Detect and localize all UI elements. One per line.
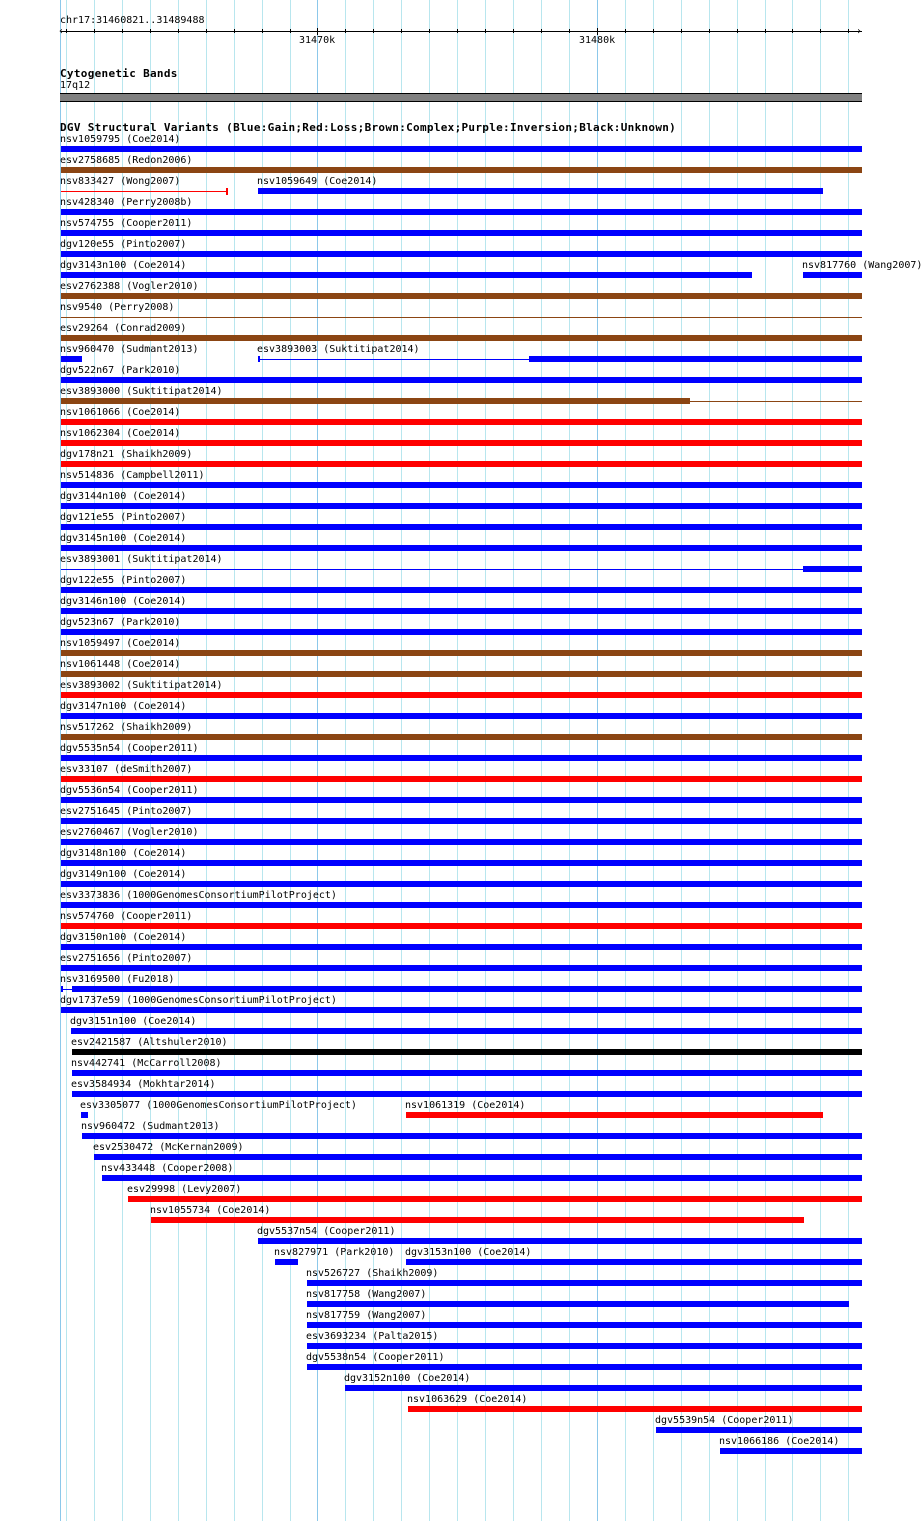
variant-bar[interactable] (61, 398, 690, 404)
variant-bar[interactable] (61, 713, 862, 719)
variant-label[interactable]: nsv442741 (McCarroll2008) (71, 1058, 222, 1069)
variant-label[interactable]: dgv522n67 (Park2010) (60, 365, 181, 376)
variant-label[interactable]: esv2751656 (Pinto2007) (60, 953, 193, 964)
variant-label[interactable]: nsv960470 (Sudmant2013) (60, 344, 199, 355)
variant-label[interactable]: dgv5538n54 (Cooper2011) (306, 1352, 445, 1363)
variant-label[interactable]: nsv1066186 (Coe2014) (719, 1436, 840, 1447)
variant-bar[interactable] (72, 986, 862, 992)
variant-label[interactable]: nsv817760 (Wang2007) (802, 260, 922, 271)
variant-span-line (61, 569, 862, 570)
variant-bar[interactable] (72, 1091, 862, 1097)
variant-bar[interactable] (61, 230, 862, 236)
ruler-tick (681, 29, 682, 33)
ruler-tick (653, 29, 654, 33)
variant-bar[interactable] (275, 1259, 298, 1265)
variant-label[interactable]: dgv3148n100 (Coe2014) (60, 848, 187, 859)
variant-bar[interactable] (345, 1385, 862, 1391)
variant-label[interactable]: dgv3153n100 (Coe2014) (405, 1247, 532, 1258)
variant-bar[interactable] (61, 272, 752, 278)
variant-label[interactable]: dgv3147n100 (Coe2014) (60, 701, 187, 712)
ruler-tick-label: 31480k (579, 35, 616, 46)
variant-label[interactable]: esv33107 (deSmith2007) (60, 764, 193, 775)
variant-bar[interactable] (258, 188, 823, 194)
variant-bar[interactable] (61, 797, 862, 803)
variant-label[interactable]: nsv514836 (Campbell2011) (60, 470, 205, 481)
ruler-axis (61, 31, 862, 32)
variant-label[interactable]: esv29264 (Conrad2009) (60, 323, 187, 334)
ruler-tick (317, 28, 318, 35)
variant-label[interactable]: nsv574760 (Cooper2011) (60, 911, 193, 922)
cytoband-track-title: Cytogenetic Bands (60, 67, 178, 80)
variant-bar[interactable] (307, 1280, 862, 1286)
ruler-tick (345, 29, 346, 33)
ruler-tick (401, 29, 402, 33)
ruler-tick (541, 29, 542, 33)
variant-label[interactable]: esv2762388 (Vogler2010) (60, 281, 199, 292)
variant-label[interactable]: nsv833427 (Wong2007) (60, 176, 181, 187)
variant-label[interactable]: esv3893001 (Suktitipat2014) (60, 554, 223, 565)
variant-label[interactable]: dgv3151n100 (Coe2014) (70, 1016, 197, 1027)
variant-label[interactable]: nsv1059649 (Coe2014) (257, 176, 378, 187)
variant-label[interactable]: nsv526727 (Shaikh2009) (306, 1268, 439, 1279)
variant-bar[interactable] (81, 1112, 88, 1118)
variant-label[interactable]: esv2421587 (Altshuler2010) (71, 1037, 228, 1048)
variant-label[interactable]: nsv9540 (Perry2008) (60, 302, 175, 313)
variant-bar[interactable] (307, 1364, 862, 1370)
variant-bar[interactable] (408, 1406, 862, 1412)
variant-bar[interactable] (61, 860, 862, 866)
variant-label[interactable]: dgv3150n100 (Coe2014) (60, 932, 187, 943)
variant-bar[interactable] (61, 755, 862, 761)
variant-label[interactable]: nsv3169500 (Fu2018) (60, 974, 175, 985)
variant-bar[interactable] (258, 1238, 862, 1244)
variant-label[interactable]: nsv960472 (Sudmant2013) (81, 1121, 220, 1132)
variant-label[interactable]: dgv3144n100 (Coe2014) (60, 491, 187, 502)
variant-label[interactable]: dgv5535n54 (Cooper2011) (60, 743, 199, 754)
variant-bar[interactable] (61, 629, 862, 635)
variant-bar[interactable] (61, 839, 862, 845)
cytoband-label: 17q12 (60, 80, 91, 91)
variant-bar[interactable] (61, 545, 862, 551)
variant-label[interactable]: nsv817758 (Wang2007) (306, 1289, 427, 1300)
ruler-tick-label: 31470k (299, 35, 336, 46)
variant-bar[interactable] (61, 818, 862, 824)
ruler-tick (234, 29, 235, 33)
ruler-tick (848, 29, 849, 33)
variant-bar[interactable] (720, 1448, 862, 1454)
variant-bar[interactable] (61, 209, 862, 215)
variant-label[interactable]: esv3893002 (Suktitipat2014) (60, 680, 223, 691)
variant-label[interactable]: esv2758685 (Redon2006) (60, 155, 193, 166)
ruler-tick (709, 29, 710, 33)
variant-bar[interactable] (803, 566, 862, 572)
variant-label[interactable]: dgv3146n100 (Coe2014) (60, 596, 187, 607)
ruler-right-arrow-icon[interactable]: › (856, 26, 863, 37)
variant-label[interactable]: dgv3152n100 (Coe2014) (344, 1373, 471, 1384)
ruler-tick (122, 29, 123, 33)
ruler-tick (513, 29, 514, 33)
variant-bar[interactable] (61, 419, 862, 425)
variant-bar[interactable] (61, 587, 862, 593)
variant-bar[interactable] (803, 272, 862, 278)
variant-label[interactable]: dgv1737e59 (1000GenomesConsortiumPilotProject) (60, 995, 337, 1006)
variant-bar[interactable] (61, 293, 862, 299)
variant-label[interactable]: nsv1063629 (Coe2014) (407, 1394, 528, 1405)
ruler-title: chr17:31460821..31489488 (60, 15, 205, 26)
variant-bar[interactable] (71, 1028, 862, 1034)
ruler-tick (485, 29, 486, 33)
variant-bar[interactable] (307, 1301, 849, 1307)
ruler-tick (262, 29, 263, 33)
variant-bar[interactable] (61, 167, 862, 173)
variant-bar[interactable] (94, 1154, 862, 1160)
variant-label[interactable]: esv2530472 (McKernan2009) (93, 1142, 244, 1153)
variant-label[interactable]: nsv1055734 (Coe2014) (150, 1205, 271, 1216)
variant-bar[interactable] (61, 1007, 862, 1013)
variant-label[interactable]: dgv523n67 (Park2010) (60, 617, 181, 628)
ruler-tick (457, 29, 458, 33)
variant-bar[interactable] (61, 881, 862, 887)
ruler-tick (792, 29, 793, 33)
variant-bar[interactable] (406, 1112, 823, 1118)
variant-label[interactable]: nsv1061066 (Coe2014) (60, 407, 181, 418)
ruler-tick (150, 29, 151, 33)
variant-bar[interactable] (61, 671, 862, 677)
variant-bar[interactable] (128, 1196, 862, 1202)
variant-bar[interactable] (151, 1217, 804, 1223)
variant-bar[interactable] (61, 524, 862, 530)
variant-bar[interactable] (61, 734, 862, 740)
ruler-left-arrow-icon[interactable]: ‹ (58, 26, 65, 37)
variant-bar[interactable] (258, 356, 260, 362)
variant-label[interactable]: dgv120e55 (Pinto2007) (60, 239, 187, 250)
variant-label[interactable]: nsv574755 (Cooper2011) (60, 218, 193, 229)
variant-label[interactable]: nsv1062304 (Coe2014) (60, 428, 181, 439)
variant-bar[interactable] (61, 377, 862, 383)
variant-bar[interactable] (61, 923, 862, 929)
variant-bar[interactable] (61, 482, 862, 488)
variant-label[interactable]: nsv817759 (Wang2007) (306, 1310, 427, 1321)
variant-span-line (61, 317, 862, 318)
ruler-tick (94, 29, 95, 33)
variant-label[interactable]: esv3693234 (Palta2015) (306, 1331, 439, 1342)
variant-bar[interactable] (529, 356, 862, 362)
variant-label[interactable]: dgv3145n100 (Coe2014) (60, 533, 187, 544)
variant-label[interactable]: esv29998 (Levy2007) (127, 1184, 242, 1195)
variant-label[interactable]: esv3893003 (Suktitipat2014) (257, 344, 420, 355)
ruler-tick (765, 29, 766, 33)
variant-label[interactable]: nsv827971 (Park2010) (274, 1247, 395, 1258)
ruler-tick (569, 29, 570, 33)
variant-label[interactable]: dgv122e55 (Pinto2007) (60, 575, 187, 586)
variant-bar[interactable] (72, 1049, 862, 1055)
variant-bar[interactable] (61, 335, 862, 341)
dgv-track-title: DGV Structural Variants (Blue:Gain;Red:Loss;Brown:Complex;Purple:Inversion;Black:Unknown) (60, 121, 677, 134)
variant-bar[interactable] (61, 356, 82, 362)
ruler-tick (373, 29, 374, 33)
variant-bar[interactable] (61, 440, 862, 446)
variant-bar[interactable] (61, 461, 862, 467)
variant-bar[interactable] (61, 503, 862, 509)
variant-label[interactable]: nsv1059795 (Coe2014) (60, 134, 181, 145)
variant-span-line (61, 191, 227, 192)
variant-label[interactable]: esv3305077 (1000GenomesConsortiumPilotProject) (80, 1100, 357, 1111)
variant-bar[interactable] (82, 1133, 862, 1139)
variant-label[interactable]: esv3584934 (Mokhtar2014) (71, 1079, 216, 1090)
ruler-tick (597, 28, 598, 35)
variant-label[interactable]: esv2760467 (Vogler2010) (60, 827, 199, 838)
variant-bar[interactable] (307, 1322, 862, 1328)
variant-bar[interactable] (406, 1259, 862, 1265)
ruler-tick (290, 29, 291, 33)
variant-label[interactable]: nsv433448 (Cooper2008) (101, 1163, 234, 1174)
variant-end-tick (226, 188, 228, 195)
variant-label[interactable]: nsv1061448 (Coe2014) (60, 659, 181, 670)
variant-label[interactable]: dgv3143n100 (Coe2014) (60, 260, 187, 271)
variant-bar[interactable] (307, 1343, 862, 1349)
cytoband-bar[interactable] (60, 93, 862, 102)
variant-bar[interactable] (61, 251, 862, 257)
variant-label[interactable]: nsv1061319 (Coe2014) (405, 1100, 526, 1111)
variant-bar[interactable] (61, 965, 862, 971)
variant-label[interactable]: dgv5539n54 (Cooper2011) (655, 1415, 794, 1426)
variant-label[interactable]: dgv121e55 (Pinto2007) (60, 512, 187, 523)
ruler-tick (206, 29, 207, 33)
ruler-tick (66, 29, 67, 33)
ruler-tick (178, 29, 179, 33)
variant-label[interactable]: nsv1059497 (Coe2014) (60, 638, 181, 649)
variant-label[interactable]: esv3373836 (1000GenomesConsortiumPilotProject) (60, 890, 337, 901)
variant-label[interactable]: esv2751645 (Pinto2007) (60, 806, 193, 817)
variant-bar[interactable] (72, 1070, 862, 1076)
variant-label[interactable]: dgv5536n54 (Cooper2011) (60, 785, 199, 796)
ruler-tick (429, 29, 430, 33)
variant-label[interactable]: dgv3149n100 (Coe2014) (60, 869, 187, 880)
variant-label[interactable]: dgv5537n54 (Cooper2011) (257, 1226, 396, 1237)
variant-bar[interactable] (61, 902, 862, 908)
variant-label[interactable]: nsv517262 (Shaikh2009) (60, 722, 193, 733)
variant-bar[interactable] (61, 986, 63, 992)
variant-bar[interactable] (61, 650, 862, 656)
variant-bar[interactable] (61, 692, 862, 698)
variant-bar[interactable] (102, 1175, 862, 1181)
variant-bar[interactable] (656, 1427, 862, 1433)
variant-bar[interactable] (61, 944, 862, 950)
ruler-tick (737, 29, 738, 33)
ruler-tick (820, 29, 821, 33)
variant-label[interactable]: esv3893000 (Suktitipat2014) (60, 386, 223, 397)
variant-bar[interactable] (61, 776, 862, 782)
variant-label[interactable]: nsv428340 (Perry2008b) (60, 197, 193, 208)
ruler-tick (625, 29, 626, 33)
variant-bar[interactable] (61, 608, 862, 614)
variant-bar[interactable] (61, 146, 862, 152)
variant-label[interactable]: dgv178n21 (Shaikh2009) (60, 449, 193, 460)
